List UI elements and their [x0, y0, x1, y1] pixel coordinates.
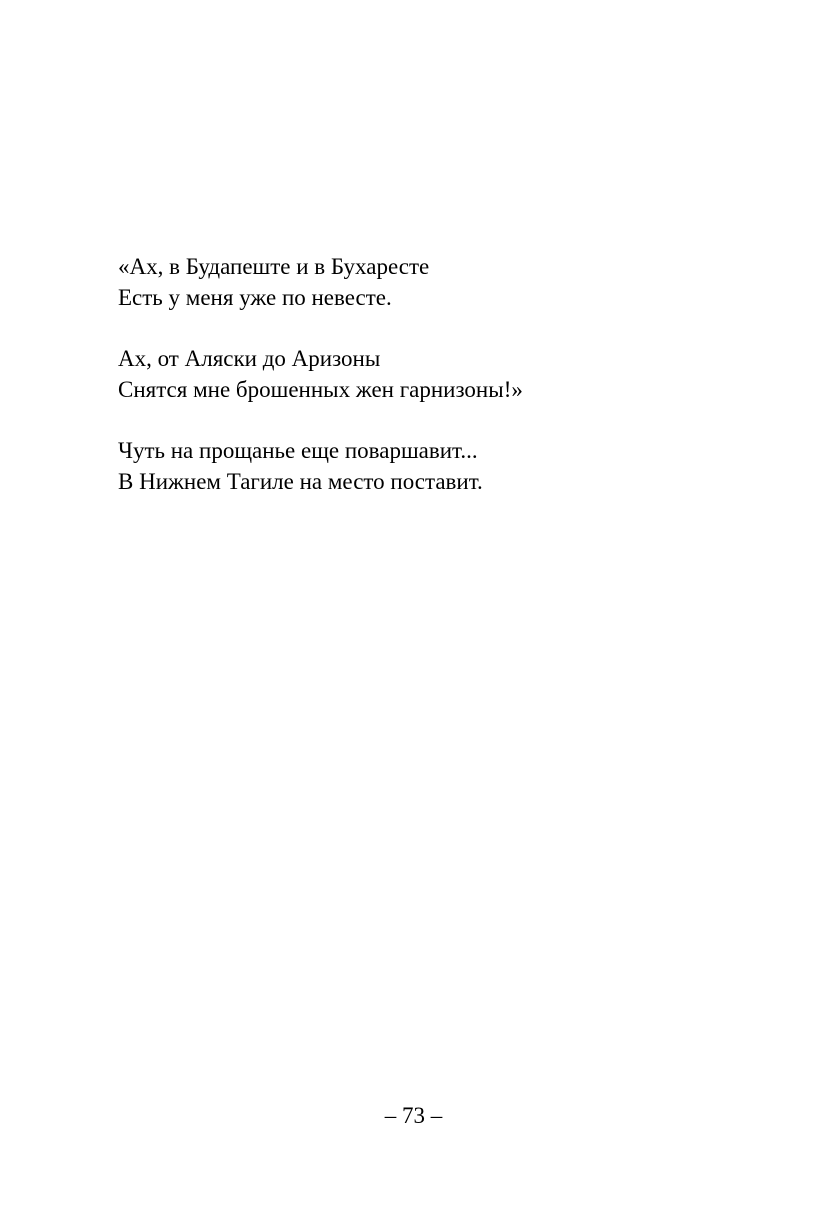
poem-line: Снятся мне брошенных жен гарнизоны!» [118, 377, 523, 402]
poem-line: Ах, от Аляски до Аризоны [118, 346, 381, 371]
stanza-1 [118, 251, 718, 313]
stanza-3 [118, 435, 718, 497]
stanza-2 [118, 343, 718, 405]
poem-line: Есть у меня уже по невесте. [118, 285, 392, 310]
poem-line: Чуть на прощанье еще поваршавит... [118, 438, 478, 463]
poem-line: В Нижнем Тагиле на место поставит. [118, 469, 483, 494]
page-number: – 73 – [384, 1103, 443, 1128]
poem-line: «Ах, в Будапеште и в Бухаресте [118, 254, 430, 279]
poem-text [118, 251, 718, 527]
